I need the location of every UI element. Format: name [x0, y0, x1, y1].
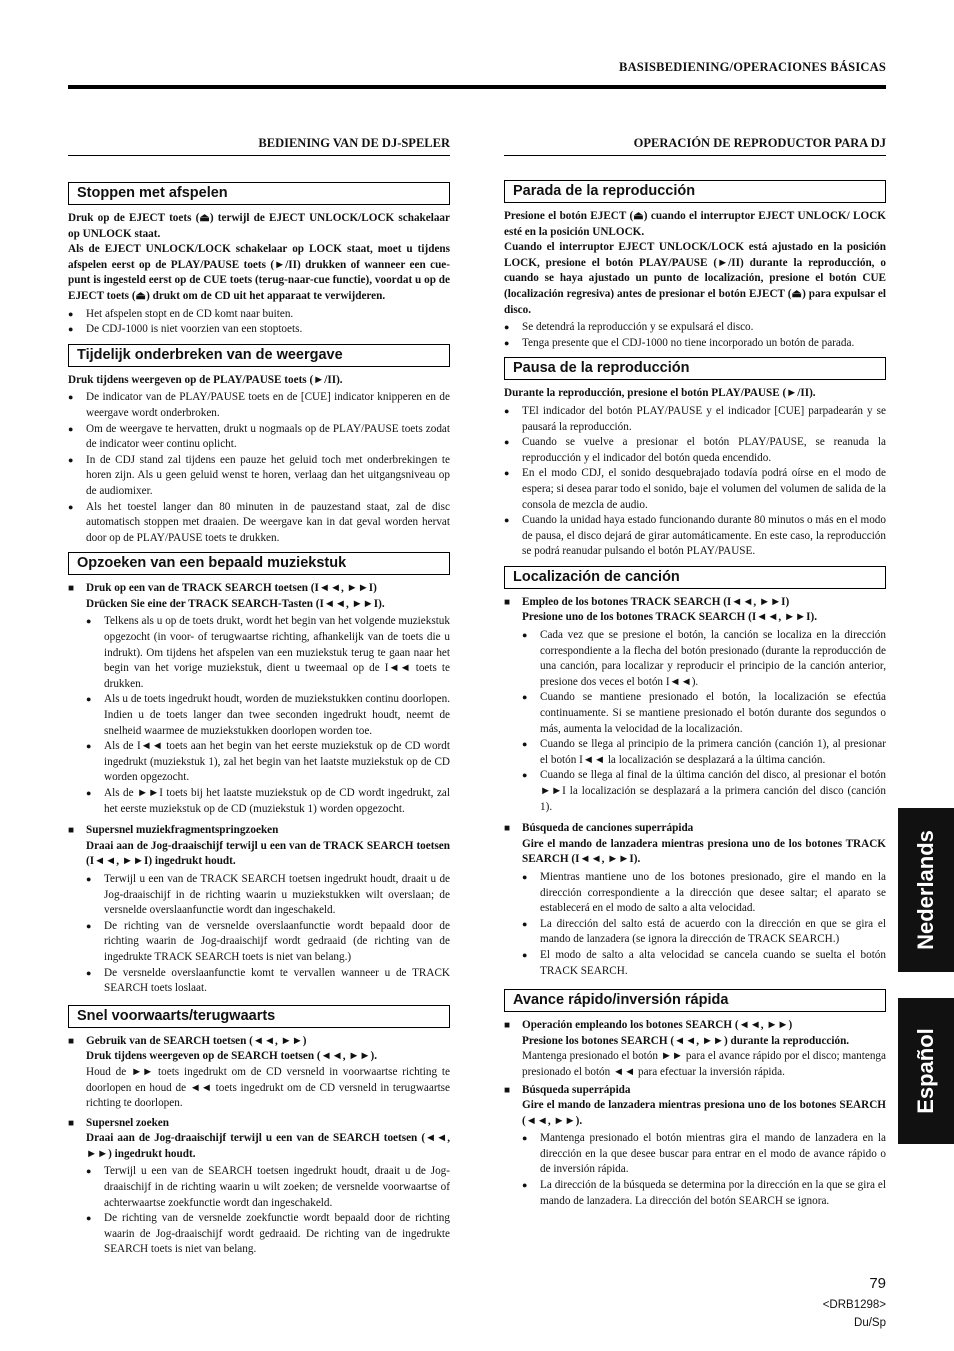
page-number: 79: [869, 1275, 886, 1292]
bullet-item: ● La dirección del salto está de acuerdo con la dirección en que se gira el mando de lanzadera (se ignora la dirección de TRACK SEARCH.): [522, 917, 886, 948]
subheading: ■ Operación empleando los botones SEARCH (◄◄, ►►): [504, 1018, 886, 1034]
bullet-item: ● Als u de toets ingedrukt houdt, worden de muziekstukken continu doorlopen. Indien u de toets langer dan twee seconden ingedrukt houdt, neemt de snelheid waarmee de muziekstukken doorlopen worden toe.: [86, 692, 450, 739]
instruction: Druk tijdens weergeven op de SEARCH toetsen (◄◄, ►►).: [86, 1050, 378, 1063]
instruction: Cuando el interruptor EJECT UNLOCK/LOCK está ajustado en la posición LOCK, presione el botón PLAY/PAUSE (►/II) durante la reproducción, o cuando se haya ajustado un punto de localización, presione el botón CUE (localización regresiva) antes de presionar el botón EJECT (⏏) para expulsar el disco.: [504, 241, 886, 316]
bullet-item: ● El modo de salto a alta velocidad se cancela cuando se suelta el botón TRACK SEARCH.: [522, 948, 886, 979]
instruction: Presione los botones SEARCH (◄◄, ►►) durante la reproducción.: [522, 1034, 850, 1047]
section-title: Localización de canción: [504, 566, 886, 589]
language-tab-label: Español: [913, 1028, 938, 1114]
bullet-item: ● Cuando se llega al principio de la primera canción (canción 1), al presionar el botón I◄◄ la localización se desplazará a la última canción.: [522, 737, 886, 768]
section-title: Avance rápido/inversión rápida: [504, 989, 886, 1012]
bullet-item: ● Terwijl u een van de SEARCH toetsen ingedrukt houdt, draait u de Jog-draaischijf in de richting waarin u wilt zoeken; de versnelde voorwaartse of achterwaartse zoekfunctie wordt dan ingeschakeld.: [86, 1164, 450, 1211]
bullet-item: ● Cuando la unidad haya estado funcionando durante 80 minutos o más en el modo de pausa, el disco dejará de girar automáticamente. En este caso, la reproducción se podrá reanudar pulsando el botón PLAY/PAUSE.: [504, 513, 886, 560]
instruction: Als de EJECT UNLOCK/LOCK schakelaar op LOCK staat, moet u tijdens afspelen eerst op de PLAY/PAUSE toets (►/II) drukken of wanneer een cue-punt is ingesteld eerst op de CUE toets (terug-naar-cue functie), voordat u op de EJECT toets (⏏) drukt om de CD uit het apparaat te verwijderen.: [68, 243, 450, 302]
bullet-item: ● En el modo CDJ, el sonido desquebrajado todavía podrá oírse en el modo de espera; si desea parar todo el sonido, baje el volumen del volumen de salida de la consola de mezcla de audio.: [504, 466, 886, 513]
bullet-item: ● Als de I◄◄ toets aan het begin van het eerste muziekstuk op de CD wordt ingedrukt (muziekstuk 1), zal het begin van het laatste muziekstuk op de CD worden opgezocht.: [86, 739, 450, 786]
bullet-item: ● Telkens als u op de toets drukt, wordt het begin van het volgende muziekstuk opgezocht (in voor- of terugwaartse richting, afhankelijk van de toets die u indrukt). Om tijdens het afspelen van een muziekstuk terug te gaan naar het begin van het vorige muziekstuk, dient u tweemaal op de I◄◄ toets te drukken.: [86, 614, 450, 692]
left-title-rule: [68, 155, 450, 156]
instruction: Drücken Sie eine der TRACK SEARCH-Tasten (I◄◄, ►►I).: [86, 597, 385, 610]
subheading: ■ Búsqueda superrápida: [504, 1083, 886, 1099]
left-column-title: BEDIENING VAN DE DJ-SPELER: [258, 136, 450, 150]
body-text: Houd de ►► toets ingedrukt om de CD versneld in voorwaartse richting te doorlopen en houd de ◄◄ toets ingedrukt om de CD versneld in terugwaartse richting te doorlopen.: [86, 1065, 450, 1110]
right-column: [504, 174, 886, 1211]
section-title: Tijdelijk onderbreken van de weergave: [68, 344, 450, 367]
bullet-item: ● Mantenga presionado el botón mientras gira el mando de lanzadera en la dirección en la que desee buscar para entrar en el modo de avance rápido o de inversión rápida.: [522, 1131, 886, 1178]
bullet-item: ● De versnelde overslaanfunctie komt te vervallen wanneer u de TRACK SEARCH toets loslaat.: [86, 966, 450, 997]
page-header: BASISBEDIENING/OPERACIONES BÁSICAS: [619, 60, 886, 74]
subheading: ■ Supersnel zoeken: [68, 1116, 450, 1132]
instruction: Presione el botón EJECT (⏏) cuando el interruptor EJECT UNLOCK/ LOCK esté en la posición UNLOCK.: [504, 210, 886, 238]
bullet-item: ● De richting van de versnelde zoekfunctie wordt bepaald door de richting waarin de Jog-draaischijf wordt gedraaid. De richting van de ingedrukte SEARCH toets is niet van belang.: [86, 1211, 450, 1258]
subheading: ■ Gebruik van de SEARCH toetsen (◄◄, ►►): [68, 1034, 450, 1050]
instruction: Gire el mando de lanzadera mientras presiona uno de los botones TRACK SEARCH (I◄◄, ►►I).: [522, 837, 886, 866]
bullet-item: ● Cuando se vuelve a presionar el botón PLAY/PAUSE, se reanuda la reproducción y el indicador del botón queda encendido.: [504, 435, 886, 466]
right-title-rule: [504, 155, 886, 156]
bullet-item: ● Als de ►►I toets bij het laatste muziekstuk op de CD wordt ingedrukt, zal het eerste muziekstuk op de CD (muziekstuk 1) worden opgezocht.: [86, 786, 450, 817]
right-column-title: OPERACIÓN DE REPRODUCTOR PARA DJ: [633, 136, 886, 150]
instruction: Draai aan de Jog-draaischijf terwijl u een van de SEARCH toetsen (◄◄, ►►) ingedrukt houdt.: [86, 1132, 450, 1160]
bullet-item: ● Se detendrá la reproducción y se expulsará el disco.: [504, 320, 886, 336]
bullet-item: ● Om de weergave te hervatten, drukt u nogmaals op de PLAY/PAUSE toets zodat de indicator weer continu oplicht.: [68, 422, 450, 453]
body-text: Mantenga presionado el botón ►► para el avance rápido por el disco; mantenga presionado el botón ◄◄ para efectuar la inversión rápida.: [522, 1050, 886, 1078]
language-tab-nederlands: [898, 808, 954, 972]
section-title: Pausa de la reproducción: [504, 357, 886, 380]
bullet-item: ● Als het toestel langer dan 80 minuten in de pauzestand staat, zal de disc automatisch stoppen met draaien. De weergave kan in dat geval worden hervat door op de PLAY/PAUSE toets te drukken.: [68, 500, 450, 547]
section-title: Opzoeken van een bepaald muziekstuk: [68, 552, 450, 575]
language-tab-label: Nederlands: [913, 830, 938, 950]
header-rule: [68, 85, 886, 89]
bullet-item: ● Cuando se llega al final de la última canción del disco, al presionar el botón ►►I la localización se desplazará a la primera canción del disco (canción 1).: [522, 768, 886, 815]
subheading: ■ Búsqueda de canciones superrápida: [504, 821, 886, 837]
bullet-item: ● Terwijl u een van de TRACK SEARCH toetsen ingedrukt houdt, draait u de Jog-draaischijf in de richting waarin u muziekstukken wilt overslaan; de versnelde overslaanfunctie wordt dan ingeschakeld.: [86, 872, 450, 919]
bullet-item: ● La dirección de la búsqueda se determina por la dirección en la que se gira el mando de lanzadera. La dirección del botón SEARCH se ignora.: [522, 1178, 886, 1209]
language-tab-espanol: [898, 998, 954, 1144]
bullet-item: ● TEl indicador del botón PLAY/PAUSE y el indicador [CUE] parpadearán y se pausará la reproducción.: [504, 404, 886, 435]
instruction: Draai aan de Jog-draaischijf terwijl u een van de TRACK SEARCH toetsen (I◄◄, ►►I) ingedrukt houdt.: [86, 839, 450, 868]
instruction: Durante la reproducción, presione el botón PLAY/PAUSE (►/II).: [504, 387, 816, 400]
section-title: Parada de la reproducción: [504, 180, 886, 203]
bullet-item: ● Cuando se mantiene presionado el botón, la localización se efectúa continuamente. Si se mantiene presionado el botón durante dos segundos o más, aumenta la velocidad de la localización.: [522, 690, 886, 737]
bullet-item: ● Tenga presente que el CDJ-1000 no tiene incorporado un botón de parada.: [504, 336, 886, 352]
instruction: Gire el mando de lanzadera mientras presiona uno de los botones SEARCH (◄◄, ►►).: [522, 1099, 886, 1127]
left-column: [68, 176, 450, 1260]
bullet-item: ● Het afspelen stopt en de CD komt naar buiten.: [68, 307, 450, 323]
bullet-item: ● De richting van de versnelde overslaanfunctie wordt bepaald door de richting waarin de Jog-draaischijf wordt gedraaid (de richting van de ingedrukte TRACK SEARCH toets is niet van belang.): [86, 919, 450, 966]
document-code: <DRB1298>: [822, 1299, 886, 1311]
bullet-item: ● De CDJ-1000 is niet voorzien van een stoptoets.: [68, 322, 450, 338]
bullet-item: ● De indicator van de PLAY/PAUSE toets en de [CUE] indicator knipperen en de weergave wordt onderbroken.: [68, 390, 450, 421]
subheading: ■ Druk op een van de TRACK SEARCH toetsen (I◄◄, ►►I): [68, 581, 450, 597]
instruction: Presione uno de los botones TRACK SEARCH (I◄◄, ►►I).: [522, 611, 818, 624]
section-title: Snel voorwaarts/terugwaarts: [68, 1005, 450, 1028]
subheading: ■ Empleo de los botones TRACK SEARCH (I◄◄, ►►I): [504, 595, 886, 611]
language-code: Du/Sp: [854, 1317, 886, 1329]
bullet-item: ● In de CDJ stand zal tijdens een pauze het geluid toch met onderbrekingen te horen zijn. Als u geen geluid wenst te horen, verlaag dan het uitgangsniveau op de audiomixer.: [68, 453, 450, 500]
instruction: Druk op de EJECT toets (⏏) terwijl de EJECT UNLOCK/LOCK schakelaar op UNLOCK staat.: [68, 212, 450, 240]
instruction: Druk tijdens weergeven op de PLAY/PAUSE toets (►/II).: [68, 373, 343, 386]
subheading: ■ Supersnel muziekfragmentspringzoeken: [68, 823, 450, 839]
bullet-item: ● Cada vez que se presione el botón, la canción se localiza en la dirección correspondiente a la flecha del botón presionado (durante la reproducción de una canción, para localizar y reproducir el principio de la canción anterior, presione dos veces el botón I◄◄).: [522, 628, 886, 690]
bullet-item: ● Mientras mantiene uno de los botones presionado, gire el mando en la dirección correspondiente a la dirección que desee saltar; el aparato se establecerá en el modo de salto a alta velocidad.: [522, 870, 886, 917]
section-title: Stoppen met afspelen: [68, 182, 450, 205]
